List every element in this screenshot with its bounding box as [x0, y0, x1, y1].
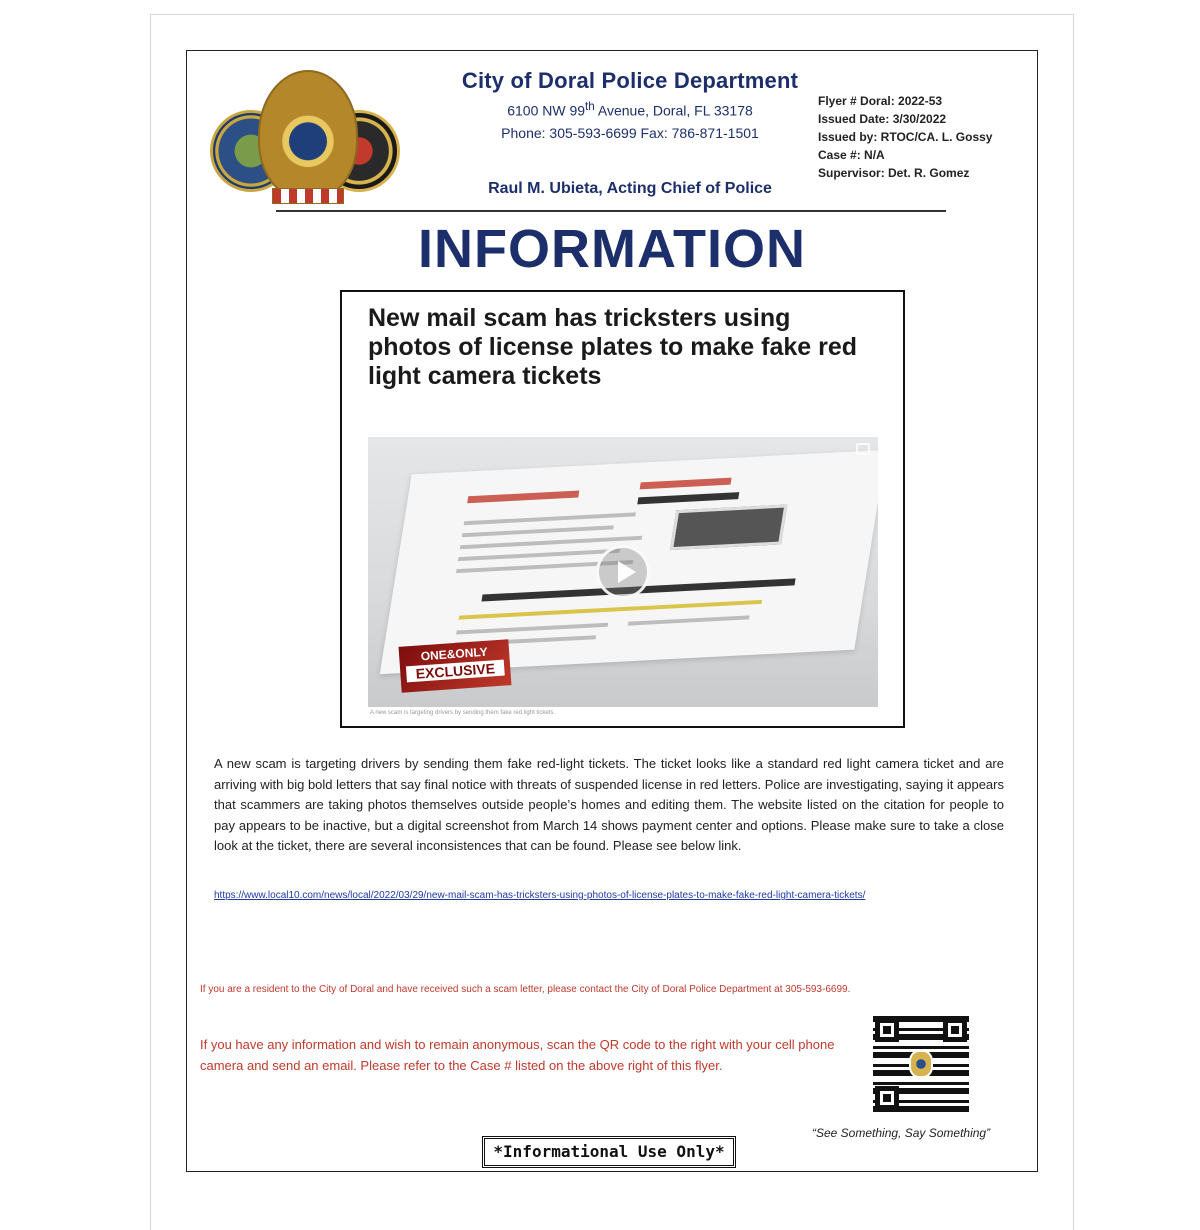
information-banner: INFORMATION — [418, 219, 806, 279]
department-name: City of Doral Police Department — [461, 68, 799, 93]
ticket-line — [628, 615, 750, 625]
resident-notice: If you are a resident to the City of Doral and have received such a scam letter, please contact the City of Doral Police Department at 305-593-6699. — [200, 984, 851, 995]
chief-of-police: Raul M. Ubieta, Acting Chief of Police — [488, 180, 772, 197]
department-address — [440, 100, 820, 119]
ticket-red-heading — [467, 491, 579, 504]
exclusive-badge — [399, 639, 512, 693]
article-card — [340, 290, 905, 728]
exclusive-badge-bottom: EXCLUSIVE — [406, 660, 505, 683]
flyer-meta — [818, 92, 1028, 182]
article-title: New mail scam has tricksters using photos of license plates to make fake red light camera tickets — [368, 304, 858, 390]
share-icon[interactable] — [856, 443, 870, 455]
issued-date: Issued Date: 3/30/2022 — [818, 112, 947, 126]
ticket-line — [464, 512, 636, 525]
ticket-line — [462, 525, 614, 537]
supervisor: Supervisor: Det. R. Gomez — [818, 166, 970, 180]
issued-by: Issued by: RTOC/CA. L. Gossy — [818, 130, 993, 144]
address-city: Avenue, Doral, FL 33178 — [594, 102, 753, 119]
ticket-red-line — [640, 478, 732, 490]
qr-finder-bottom-left — [875, 1086, 899, 1110]
ticket-line — [456, 623, 608, 635]
header-seals — [210, 70, 400, 205]
header-divider — [276, 210, 946, 212]
qr-finder-top-right — [943, 1018, 967, 1042]
address-ordinal: th — [585, 100, 595, 113]
address-street: 6100 NW 99 — [507, 102, 586, 119]
ticket-line — [458, 549, 620, 561]
flyer-number: Flyer # Doral: 2022-53 — [818, 94, 943, 108]
qr-code-icon[interactable] — [873, 1016, 969, 1112]
ticket-black-line — [637, 492, 739, 504]
qr-finder-top-left — [875, 1018, 899, 1042]
play-icon[interactable] — [596, 545, 650, 599]
police-badge-icon — [258, 70, 358, 200]
department-header — [440, 68, 820, 141]
exclusive-badge-top: ONE&ONLY — [420, 644, 489, 664]
article-video[interactable] — [368, 437, 878, 707]
qr-badge-icon — [909, 1050, 933, 1078]
informational-use-label: *Informational Use Only* — [482, 1136, 736, 1168]
body-paragraph: A new scam is targeting drivers by sending them fake red-light tickets. The ticket looks like a standard red light camera ticket and are arriving with big bold letters that say final notice with threats of suspended license in red letters. Police are investigating, saying it appears that scammers are taking photos themselves outside people’s homes and editing them. The website listed on the citation for people to pay appears to be inactive, but a digital screenshot from March 14 shows payment center and options. Please make sure to take a close look at the ticket, there are several inconsistences that can be found. Please see below link. — [214, 756, 1004, 853]
case-number: Case #: N/A — [818, 148, 885, 162]
tagline: “See Something, Say Something” — [812, 1126, 991, 1140]
article-link[interactable]: https://www.local10.com/news/local/2022/03/29/new-mail-scam-has-tricksters-using-photos-of-license-plates-to-make-fake-red-light-camera-tickets/ — [214, 890, 866, 901]
anonymous-notice: If you have any information and wish to remain anonymous, scan the QR code to the right with your cell phone camera and send an email. Please refer to the Case # listed on the above right of this flyer. — [200, 1037, 835, 1073]
video-caption: A new scam is targeting drivers by sending them fake red light tickets. — [370, 710, 556, 716]
department-phone: Phone: 305-593-6699 Fax: 786-871-1501 — [501, 124, 759, 141]
badge-ribbon — [272, 188, 344, 204]
license-plate-photo — [670, 504, 787, 550]
